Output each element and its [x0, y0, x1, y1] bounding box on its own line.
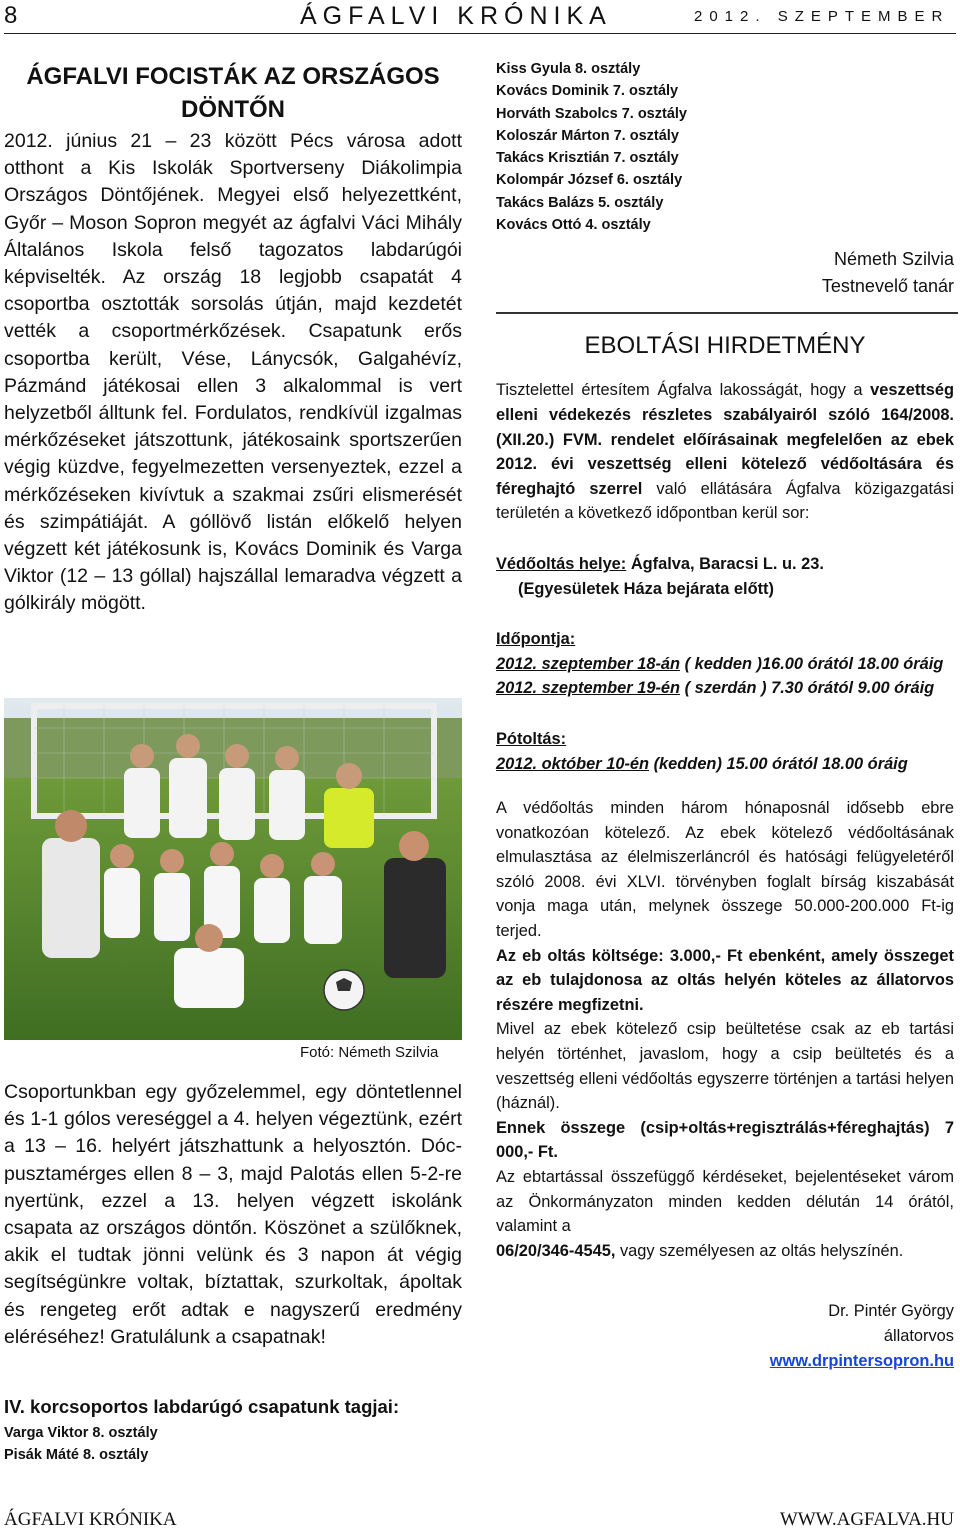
phone-number: 06/20/346-4545,	[496, 1241, 616, 1260]
page-number: 8	[4, 2, 18, 29]
issue-date: 2012. SZEPTEMBER	[694, 8, 950, 25]
makeup-label: Pótoltás:	[496, 729, 567, 748]
article-paragraph-1: 2012. június 21 – 23 között Pécs városa adott otthont a Kis Iskolák Sportverseny Diákolimpia Országos Döntőjének. Megyei első helyezettként, Győr – Moson Sopron megyét az ágfalvi Váci Mihály Általános Iskola felső tagozatos labdarúgói képviselték. Az ország 18 legjobb csapatát 4 csoportba osztották sorsolás útján, majd kezdetét vették a csoportmérkőzések. Csapatunk erős csoportba került, Vése, Lánycsók, Galgahévíz, Pázmánd játékosai ellen 3 alkalommal is vert helyzetből álltunk fel. Fordulatos, rendkívül izgalmas mérkőzéseket játszottunk, játékosaink sportszerűen végig küzdve, fegyelmezetten versenyeztek, ezzel a mérkőzéseken kivívtuk a szakmai zsűri elismerését és szimpátiáját. A góllövő listán előkelő helyen végzett két játékosunk is, Kovács Dominik és Varga Viktor (12 – 13 góllal) hajszállal lemaradva végzett a gólkirály mögött.	[4, 130, 462, 615]
page-header	[4, 0, 956, 36]
squad-member: Kovács Ottó 4. osztály	[496, 217, 651, 234]
header-rule	[4, 33, 956, 34]
vet-name: Dr. Pintér György	[828, 1302, 954, 1321]
squad-member: Varga Viktor 8. osztály	[4, 1425, 158, 1441]
squad-title: IV. korcsoportos labdarúgó csapatunk tagjai:	[4, 1396, 400, 1417]
team-photo	[4, 698, 462, 1040]
article-signature	[496, 246, 954, 300]
notice-paragraph-1: A védőoltás minden három hónaposnál idősebb ebre vonatkozóan kötelező. Az ebek kötelező védőoltásának elmulasztása az élelmiszerláncról és hatósági felügyeletéről szóló 2008. évi XLVI. törvényben foglalt bírság kiszabását vonja maga után, melynek összege 50.000-200.000 Ft-ig terjed.	[496, 799, 954, 941]
notice-paragraph-2: Az eb oltás költsége: 3.000,- Ft ebenként, amely összeget az eb tulajdonosa az oltás helyén köteles az állatorvos részére megfizetni.	[496, 946, 954, 1014]
squad-member: Pisák Máté 8. osztály	[4, 1447, 149, 1463]
notice-paragraph-3: Mivel az ebek kötelező csip beültetése csak az eb tartási helyén történhet, javaslom, hogy a csip beültetés és a veszettség elleni védőoltás egyszerre történjen a tartási helyen (háznál).	[496, 1020, 954, 1113]
footer-publication: ÁGFALVI KRÓNIKA	[4, 1509, 177, 1530]
signature-role: Testnevelő tanár	[821, 276, 954, 297]
vet-role: állatorvos	[883, 1326, 954, 1345]
notice-title: EBOLTÁSI HIRDETMÉNY	[584, 332, 866, 360]
notice-paragraph-5: Az ebtartással összefüggő kérdéseket, bejelentéseket várom az Önkormányzaton minden kedden délután 14 órától, valamint a 06/20/346-4545, vagy személyesen az oltás helyszínén.	[496, 1168, 954, 1260]
vaccination-place-detail: (Egyesületek Háza bejárata előtt)	[518, 579, 774, 598]
date-1: 2012. szeptember 18-án ( kedden )16.00 órától 18.00 óráig	[496, 654, 944, 673]
squad-list-left	[4, 1422, 158, 1466]
squad-member: Takács Krisztián 7. osztály	[496, 150, 679, 167]
article-column	[4, 60, 462, 618]
notice-intro: Tisztelettel értesítem Ágfalva lakosságát, hogy a veszettség elleni védekezés részletes szabályairól szóló 164/2008.(XII.20.) FVM. rendelet előírásainak megfelelően az ebek 2012. évi veszettség elleni kötelező védőoltására és féreghajtó szerrel való ellátására Ágfalva közigazgatási területén a következő időpontban kerül sor:	[496, 381, 954, 523]
footer-website[interactable]: WWW.AGFALVA.HU	[779, 1509, 954, 1530]
masthead-title: ÁGFALVI KRÓNIKA	[300, 2, 612, 30]
squad-member: Kiss Gyula 8. osztály	[496, 61, 641, 77]
date-3: 2012. október 10-én (kedden) 15.00 órától 18.00 óráig	[496, 754, 908, 773]
squad-member: Horváth Szabolcs 7. osztály	[496, 105, 687, 122]
photo-caption: Fotó: Németh Szilvia	[300, 1044, 439, 1061]
date-2: 2012. szeptember 19-én ( szerdán ) 7.30 órától 9.00 óráig	[496, 679, 935, 698]
right-column	[496, 58, 954, 1373]
section-divider	[496, 312, 958, 314]
article-continuation	[4, 1079, 462, 1351]
signature-name: Németh Szilvia	[833, 249, 954, 270]
squad-list-right	[496, 58, 954, 236]
notice-signature	[496, 1299, 954, 1373]
time-label: Időpontja:	[496, 630, 576, 649]
squad-member: Takács Balázs 5. osztály	[496, 194, 664, 211]
article-title: ÁGFALVI FOCISTÁK AZ ORSZÁGOS DÖNTŐN	[26, 63, 440, 123]
notice-paragraph-4: Ennek összege (csip+oltás+regisztrálás+féreghajtás) 7 000,- Ft.	[496, 1118, 954, 1162]
squad-member: Koloszár Márton 7. osztály	[496, 127, 679, 144]
vet-website-link[interactable]: www.drpintersopron.hu	[769, 1351, 954, 1370]
vaccination-place: Védőoltás helye: Ágfalva, Baracsi L. u. 23.	[496, 554, 824, 573]
squad-member: Kovács Dominik 7. osztály	[496, 83, 679, 100]
article-paragraph-2: Csoportunkban egy győzelemmel, egy döntetlennel és 1-1 gólos vereséggel a 4. helyen végeztünk, ezért a 13 – 16. helyért játszhattunk a helyosztón. Dóc-pusztamérges ellen 8 – 3, majd Palotás ellen 5-2-re nyertünk, ezzel a 13. helyen végzett iskolánk csapata az országos döntőn. Köszönet a szülőknek, akik el tudtak jönni velünk és 3 napon át végig segítségünkre voltak, bíztattak, szurkoltak, ápoltak és rengeteg erőt adtak e nagyszerű eredmény eléréséhez! Gratulálunk a csapatnak!	[4, 1081, 462, 1348]
squad-member: Kolompár József 6. osztály	[496, 172, 683, 189]
